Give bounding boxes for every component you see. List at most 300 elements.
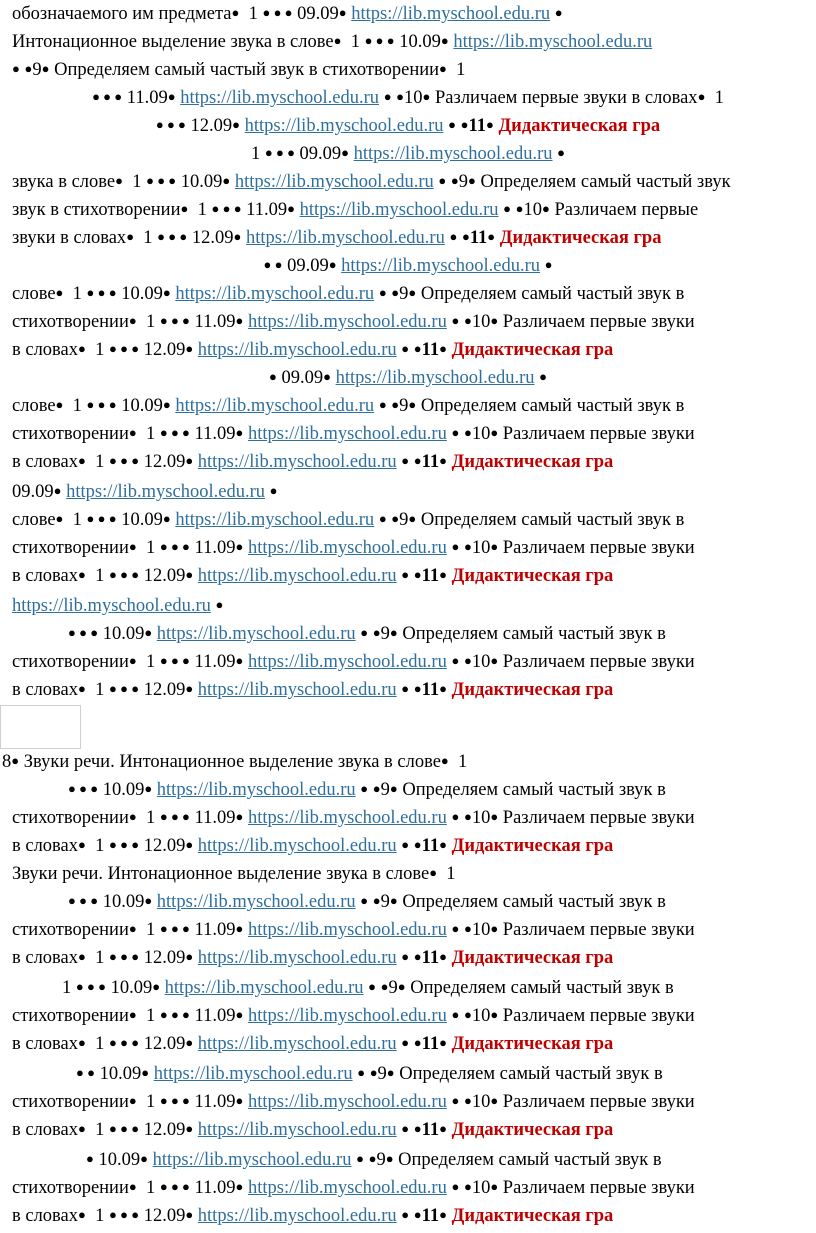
hour: 1 — [95, 948, 105, 968]
doc-line — [12, 832, 613, 860]
hour: 1 — [714, 88, 724, 108]
doc-line — [12, 506, 684, 534]
bullet-icon: ● — [328, 257, 337, 272]
resource-link[interactable]: https://lib.myschool.edu.ru — [197, 680, 397, 700]
lesson-number: 11 — [421, 1120, 440, 1140]
doc-line — [12, 562, 613, 590]
resource-link[interactable]: https://lib.myschool.edu.ru — [197, 1034, 397, 1054]
resource-link[interactable]: https://lib.myschool.edu.ru — [156, 780, 356, 800]
bullet-icon: ● — [391, 397, 400, 412]
bullet-icon: ● — [401, 949, 410, 964]
bullet-icon: ● ● ● — [68, 893, 99, 908]
doc-line — [12, 1174, 695, 1202]
bullet-icon: ● — [490, 653, 499, 668]
bullet-icon: ● ● ● — [109, 1121, 140, 1136]
bullet-icon: ● — [413, 681, 422, 696]
bullet-icon: ● — [557, 145, 566, 160]
lesson-number: 9 — [380, 780, 390, 800]
doc-line — [12, 478, 277, 506]
bullet-icon: ● — [235, 425, 244, 440]
hour: 1 — [145, 920, 156, 940]
text: Определяем самый частый звук в — [402, 892, 666, 912]
bullet-icon: ● — [185, 1207, 194, 1222]
text: звука в слове — [12, 172, 116, 192]
date: 09.09 — [281, 368, 324, 388]
date: 12.09 — [143, 340, 186, 360]
text: звук в стихотворении — [12, 200, 181, 220]
doc-line — [12, 916, 695, 944]
bullet-icon: ● — [490, 1179, 499, 1194]
bullet-icon: ● ● ● — [159, 539, 190, 554]
text: стихотворении — [12, 1092, 129, 1112]
bullet-icon: ● — [439, 341, 447, 356]
date: 10.09 — [102, 892, 145, 912]
bullet-icon: ● — [401, 837, 410, 852]
doc-line — [12, 0, 563, 28]
text: Определяем самый частый звук в — [399, 1064, 663, 1084]
resource-link[interactable]: https://lib.myschool.edu.ru — [197, 836, 397, 856]
bullet-icon: ● — [167, 89, 176, 104]
lesson-number: 10 — [471, 538, 491, 558]
date: 12.09 — [143, 1034, 186, 1054]
resource-link[interactable]: https://lib.myschool.edu.ru — [197, 452, 397, 472]
bullet-icon: ● — [360, 625, 369, 640]
resource-link[interactable]: https://lib.myschool.edu.ru — [247, 1178, 447, 1198]
bullet-icon: ● — [185, 949, 194, 964]
bullet-icon: ● — [55, 511, 64, 526]
resource-link[interactable]: https://lib.myschool.edu.ru — [341, 256, 541, 276]
text: в словах — [12, 680, 79, 700]
doc-line — [62, 974, 674, 1002]
bullet-icon: ● — [460, 117, 469, 132]
doc-line — [86, 1146, 662, 1174]
bullet-icon: ● — [235, 1093, 244, 1108]
lesson-number: 11 — [421, 452, 440, 472]
doc-line — [12, 420, 695, 448]
hour: 1 — [446, 864, 456, 884]
text: в словах — [12, 566, 79, 586]
text: Различаем первые звуки — [502, 920, 695, 940]
bullet-icon: ● — [162, 285, 171, 300]
resource-link[interactable]: https://lib.myschool.edu.ru — [353, 144, 553, 164]
date: 10.09 — [121, 284, 163, 304]
bullet-icon: ● — [451, 1007, 460, 1022]
bullet-icon: ● — [408, 285, 417, 300]
hour: 1 — [145, 424, 156, 444]
bullet-icon: ● — [463, 425, 472, 440]
bullet-icon: ● ● ● — [159, 1093, 190, 1108]
doc-line — [12, 592, 223, 620]
bullet-icon: ● — [397, 979, 406, 994]
text: стихотворении — [12, 1006, 129, 1026]
bullet-icon: ● — [287, 201, 295, 216]
doc-line — [0, 84, 816, 112]
bullet-icon: ● — [372, 781, 381, 796]
bullet-icon: ● — [413, 1207, 422, 1222]
hour: 1 — [197, 200, 207, 220]
resource-link[interactable]: https://lib.myschool.edu.ru — [247, 1006, 447, 1026]
bullet-icon: ● — [451, 425, 460, 440]
lesson-number: 11 — [421, 836, 440, 856]
bullet-icon: ● ● ● — [92, 89, 123, 104]
bullet-icon: ● ● ● — [109, 949, 140, 964]
resource-link[interactable]: https://lib.myschool.edu.ru — [197, 566, 397, 586]
resource-link[interactable]: https://lib.myschool.edu.ru — [247, 538, 447, 558]
resource-link[interactable]: https://lib.myschool.edu.ru — [234, 172, 434, 192]
resource-link[interactable]: https://lib.myschool.edu.ru — [247, 424, 447, 444]
doc-line — [12, 308, 695, 336]
resource-link[interactable]: https://lib.myschool.edu.ru — [197, 1206, 397, 1226]
resource-link[interactable]: https://lib.myschool.edu.ru — [247, 652, 447, 672]
resource-link[interactable]: https://lib.myschool.edu.ru — [244, 116, 444, 136]
bullet-icon: ● — [78, 1121, 86, 1136]
date: 10.09 — [180, 172, 223, 192]
doc-line: ● ●9● Определяем самый частый звук в стихотворении● 1 — [12, 60, 466, 80]
bullet-icon: ● ● ● — [155, 117, 186, 132]
resource-link[interactable]: https://lib.myschool.edu.ru — [164, 978, 364, 998]
bullet-icon: ● — [439, 837, 447, 852]
bullet-icon: ● — [391, 511, 400, 526]
lesson-number: 10 — [471, 312, 491, 332]
bullet-icon: ● — [128, 313, 137, 328]
bullet-icon: ● ● ● — [109, 453, 140, 468]
bullet-icon: ● ● ● — [109, 567, 140, 582]
resource-link[interactable]: https://lib.myschool.edu.ru — [247, 1092, 447, 1112]
text: Различаем первые звуки — [502, 312, 695, 332]
table-cell-border — [0, 705, 81, 749]
bullet-icon: ● — [463, 653, 472, 668]
bullet-icon: ● — [439, 1207, 447, 1222]
lesson-number: 9 — [380, 892, 390, 912]
doc-line — [12, 1088, 695, 1116]
didactic-game: Дидактическая гра — [451, 340, 614, 360]
lesson-number: 11 — [421, 948, 440, 968]
doc-line — [0, 140, 816, 168]
bullet-icon: ● — [544, 257, 553, 272]
bullet-icon: ● — [368, 979, 377, 994]
bullet-icon: ● — [413, 1121, 422, 1136]
doc-line — [0, 252, 816, 280]
bullet-icon: ● ● ● — [68, 781, 99, 796]
resource-link[interactable]: https://lib.myschool.edu.ru — [180, 88, 380, 108]
bullet-icon: ● — [490, 539, 499, 554]
bullet-icon: ● — [341, 145, 350, 160]
date: 10.09 — [98, 1150, 141, 1170]
bullet-icon: ● ● ● — [109, 1207, 140, 1222]
doc-line — [0, 364, 816, 392]
bullet-icon: ● — [413, 567, 422, 582]
doc-line — [12, 196, 698, 224]
bullet-icon: ● — [11, 753, 20, 768]
bullet-icon: ● — [389, 625, 398, 640]
bullet-icon: ● — [451, 921, 460, 936]
resource-link[interactable]: https://lib.myschool.edu.ru — [153, 1064, 353, 1084]
text: стихотворении — [12, 538, 129, 558]
bullet-icon: ● — [55, 397, 64, 412]
resource-link[interactable]: https://lib.myschool.edu.ru — [12, 596, 211, 616]
didactic-game: Дидактическая гра — [451, 452, 614, 472]
doc-line — [12, 448, 613, 476]
hour: 1 — [145, 1006, 156, 1026]
bullet-icon: ● — [185, 567, 194, 582]
bullet-icon: ● — [185, 341, 194, 356]
text: Определяем самый частый звук в — [420, 396, 685, 416]
lesson-number: 10 — [404, 88, 423, 108]
bullet-icon: ● ● ● — [264, 145, 295, 160]
bullet-icon: ● — [78, 1207, 86, 1222]
text: стихотворении — [12, 652, 129, 672]
bullet-icon: ● — [389, 893, 398, 908]
bullet-icon: ● ● ● — [159, 809, 190, 824]
bullet-icon: ● — [463, 1179, 472, 1194]
date: 11.09 — [194, 538, 236, 558]
bullet-icon: ● — [490, 1007, 499, 1022]
bullet-icon: ● — [333, 33, 342, 48]
resource-link[interactable]: https://lib.myschool.edu.ru — [197, 1120, 397, 1140]
bullet-icon: ● — [356, 1151, 364, 1166]
bullet-icon: ● — [115, 173, 123, 188]
doc-line — [12, 392, 684, 420]
bullet-icon: ● — [235, 921, 244, 936]
lesson-number: 11 — [468, 116, 486, 136]
bullet-icon: ● — [185, 837, 194, 852]
doc-line — [12, 860, 456, 888]
bullet-icon: ● — [369, 1065, 378, 1080]
resource-link[interactable]: https://lib.myschool.edu.ru — [247, 920, 447, 940]
text: стихотворении — [12, 1178, 129, 1198]
bullet-icon: ● — [269, 483, 278, 498]
bullet-icon: ● — [463, 539, 472, 554]
text: Определяем самый частый звук в — [402, 624, 666, 644]
text: в словах — [12, 948, 79, 968]
hour: 1 — [72, 284, 82, 304]
date: 12.09 — [143, 452, 186, 472]
text: в словах — [12, 1034, 79, 1054]
bullet-icon: ● — [401, 681, 410, 696]
doc-line — [12, 168, 731, 196]
text: слове — [12, 510, 56, 530]
hour: 1 — [143, 228, 153, 248]
didactic-game: Дидактическая гра — [451, 1206, 614, 1226]
bullet-icon: ● — [128, 539, 137, 554]
hour: 1 — [95, 836, 105, 856]
bullet-icon: ● — [487, 229, 496, 244]
bullet-icon: ● — [140, 1151, 148, 1166]
date: 12.09 — [191, 228, 234, 248]
resource-link[interactable]: https://lib.myschool.edu.ru — [351, 4, 551, 24]
text: в словах — [12, 1206, 79, 1226]
bullet-icon: ● — [422, 89, 431, 104]
bullet-icon: ● — [215, 597, 224, 612]
resource-link[interactable]: https://lib.myschool.edu.ru — [197, 948, 397, 968]
didactic-game: Дидактическая гра — [498, 116, 661, 136]
text: звуки в словах — [12, 228, 127, 248]
bullet-icon: ● — [401, 341, 410, 356]
bullet-icon: ● — [490, 313, 499, 328]
lesson-number: 11 — [421, 680, 440, 700]
didactic-game: Дидактическая гра — [451, 566, 614, 586]
text: в словах — [12, 836, 79, 856]
bullet-icon: ● ● ● — [159, 653, 190, 668]
text: Различаем первые звуки в словах — [435, 88, 698, 108]
lesson-number: 10 — [471, 1178, 491, 1198]
bullet-icon: ● ● ● — [159, 921, 190, 936]
bullet-icon: ● — [357, 1065, 366, 1080]
bullet-icon: ● — [185, 1121, 194, 1136]
hour: 1 — [95, 452, 105, 472]
text: стихотворении — [12, 920, 129, 940]
resource-link[interactable]: https://lib.myschool.edu.ru — [247, 312, 447, 332]
hour: 1 — [350, 32, 360, 52]
lesson-number: 11 — [469, 228, 488, 248]
bullet-icon: ● — [467, 173, 476, 188]
bullet-icon: ● — [360, 781, 369, 796]
bullet-icon: ● ● ● — [109, 837, 140, 852]
didactic-game: Дидактическая гра — [499, 228, 662, 248]
bullet-icon: ● — [78, 681, 86, 696]
resource-link[interactable]: https://lib.myschool.edu.ru — [175, 396, 375, 416]
lesson-number: 11 — [421, 1206, 440, 1226]
lesson-number: 10 — [471, 1092, 491, 1112]
bullet-icon: ● — [185, 1035, 194, 1050]
text: обозначаемого им предмета — [12, 4, 232, 24]
text: стихотворении — [12, 312, 129, 332]
bullet-icon: ● — [338, 5, 347, 20]
lesson-number: 9 — [399, 396, 409, 416]
bullet-icon: ● — [185, 453, 194, 468]
hour: 1 — [72, 510, 82, 530]
text: Различаем первые — [554, 200, 699, 220]
date: 12.09 — [143, 566, 186, 586]
resource-link[interactable]: https://lib.myschool.edu.ru — [453, 32, 653, 52]
text: Определяем самый частый звук — [480, 172, 731, 192]
bullet-icon: ● — [128, 921, 137, 936]
bullet-icon: ● — [162, 397, 171, 412]
date: 10.09 — [121, 396, 163, 416]
doc-line — [12, 280, 684, 308]
bullet-icon: ● — [383, 89, 392, 104]
doc-line — [12, 1202, 613, 1230]
bullet-icon: ● — [429, 865, 438, 880]
date: 10.09 — [110, 978, 153, 998]
bullet-icon: ● — [378, 397, 387, 412]
resource-link[interactable]: https://lib.myschool.edu.ru — [299, 200, 499, 220]
hour: 1 — [250, 144, 261, 164]
bullet-icon: ● — [451, 539, 460, 554]
bullet-icon: ● — [78, 949, 86, 964]
text: Различаем первые звуки — [502, 1178, 695, 1198]
hour: 1 — [95, 1206, 105, 1226]
lesson-number: 10 — [523, 200, 542, 220]
didactic-game: Дидактическая гра — [451, 1120, 614, 1140]
bullet-icon: ● — [12, 61, 20, 76]
bullet-icon: ● — [401, 1035, 410, 1050]
bullet-icon: ● ● ● — [159, 313, 190, 328]
text: Определяем самый частый звук в — [420, 510, 685, 530]
bullet-icon: ● — [697, 89, 706, 104]
resource-link[interactable]: https://lib.myschool.edu.ru — [247, 808, 447, 828]
hour: 1 — [145, 312, 156, 332]
hour: 1 — [132, 172, 142, 192]
doc-line — [76, 1060, 663, 1088]
bullet-icon: ● — [439, 1121, 447, 1136]
text: Различаем первые звуки — [502, 808, 695, 828]
bullet-icon: ● — [463, 921, 472, 936]
date: 10.09 — [99, 1064, 142, 1084]
lesson-number: 9 — [380, 624, 390, 644]
bullet-icon: ● ● ● — [262, 5, 293, 20]
resource-link[interactable]: https://lib.myschool.edu.ru — [152, 1150, 352, 1170]
bullet-icon: ● — [440, 753, 449, 768]
doc-line — [12, 224, 661, 252]
resource-link[interactable]: https://lib.myschool.edu.ru — [197, 340, 397, 360]
resource-link[interactable]: https://lib.myschool.edu.ru — [175, 284, 375, 304]
bullet-icon: ● — [439, 1035, 447, 1050]
lesson-number: 10 — [471, 652, 491, 672]
lesson-number: 9 — [376, 1150, 386, 1170]
bullet-icon: ● ● ● — [159, 1179, 190, 1194]
date: 09.09 — [297, 4, 339, 24]
hour: 1 — [248, 4, 258, 24]
bullet-icon: ● — [490, 1093, 499, 1108]
bullet-icon: ● — [413, 837, 422, 852]
resource-link[interactable]: https://lib.myschool.edu.ru — [156, 624, 356, 644]
doc-line — [12, 944, 613, 972]
text: Интонационное выделение звука в слове — [12, 32, 334, 52]
bullet-icon: ● — [408, 397, 417, 412]
bullet-icon: ● — [53, 483, 62, 498]
bullet-icon: ● — [185, 681, 194, 696]
bullet-icon: ● — [269, 369, 277, 384]
doc-line — [68, 620, 666, 648]
didactic-game: Дидактическая гра — [451, 680, 614, 700]
doc-line — [12, 676, 613, 704]
didactic-game: Дидактическая гра — [451, 948, 614, 968]
bullet-icon: ● — [78, 567, 86, 582]
hour: 1 — [458, 752, 468, 772]
lesson-number: 9 — [32, 60, 42, 80]
doc-line — [12, 1030, 613, 1058]
bullet-icon: ● — [438, 173, 447, 188]
hour: 1 — [145, 808, 156, 828]
text: в словах — [12, 452, 79, 472]
text: Определяем самый частый звук в — [420, 284, 685, 304]
resource-link[interactable]: https://lib.myschool.edu.ru — [156, 892, 356, 912]
resource-link[interactable]: https://lib.myschool.edu.ru — [245, 228, 445, 248]
bullet-icon: ● ● ● — [109, 341, 140, 356]
bullet-icon: ● — [235, 653, 244, 668]
hour: 1 — [456, 60, 466, 80]
bullet-icon: ● — [78, 341, 86, 356]
bullet-icon: ● — [128, 1093, 137, 1108]
lesson-number: 10 — [471, 920, 491, 940]
text: Определяем самый частый звук в — [410, 978, 674, 998]
bullet-icon: ● — [485, 117, 494, 132]
bullet-icon: ● ● ● — [146, 173, 177, 188]
text: Различаем первые звуки — [502, 1092, 695, 1112]
resource-link[interactable]: https://lib.myschool.edu.ru — [175, 510, 375, 530]
hour: 1 — [95, 340, 105, 360]
resource-link[interactable]: https://lib.myschool.edu.ru — [66, 482, 265, 502]
doc-line — [0, 112, 816, 140]
resource-link[interactable]: https://lib.myschool.edu.ru — [335, 368, 535, 388]
text: в словах — [12, 1120, 79, 1140]
hour: 1 — [95, 566, 105, 586]
lesson-number: 10 — [471, 424, 491, 444]
date: 09.09 — [287, 256, 329, 276]
bullet-icon: ● — [401, 1207, 410, 1222]
hour: 1 — [145, 1092, 156, 1112]
